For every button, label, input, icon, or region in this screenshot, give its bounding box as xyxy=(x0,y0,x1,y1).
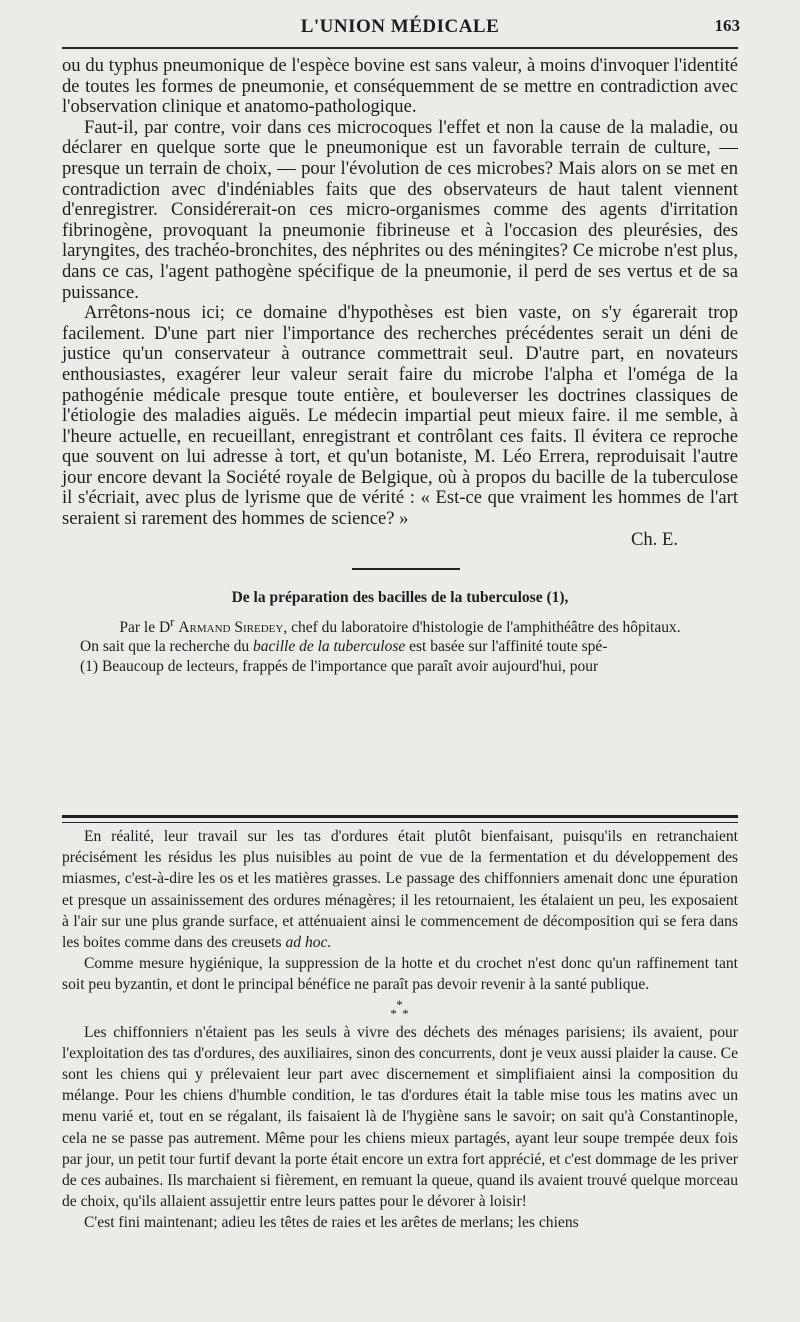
section-separator xyxy=(62,550,738,586)
main-paragraph-3: Arrêtons-nous ici; ce domaine d'hypothèses est bien vaste, on s'y égarerait trop facilement. D'une part nier l'importance des recherches précédentes serait un déni de justice qu'un conservateur à outrance commettrait seul. D'autre part, en novateurs enthousiastes, exagérer leur valeur serait faire du microbe l'alpha et l'oméga de la pathogénie médicale presque toute entière, et bouleverser les doctrines classiques de l'étiologie des maladies aiguës. Le médecin impartial peut mieux faire. il me semble, à l'heure actuelle, en recueillant, enregistrant et contrôlant ces faits. Il évitera ce reproche que souvent on lui adresse à tort, et qu'un botaniste, M. Léo Errera, reproduisait l'autre jour encore devant la Société royale de Belgique, où à propos du bacille de la tuberculose il s'écriait, avec plus de lyrisme que de vérité : « Est-ce que vraiment les hommes de l'art seraient si rarement des hommes de science? » xyxy=(62,302,738,530)
article-footnote: (1) Beaucoup de lecteurs, frappés de l'importance que paraît avoir aujourd'hui, pour xyxy=(80,658,599,676)
feuilleton-paragraph-1 xyxy=(62,826,738,953)
feuilleton-paragraph-1-emphasis: ad hoc. xyxy=(285,934,332,952)
article-lead xyxy=(62,637,738,657)
byline-prefix: Par le D xyxy=(119,619,171,637)
header-rule xyxy=(62,47,738,49)
main-paragraph-2: Faut-il, par contre, voir dans ces microcoques l'effet et non la cause de la maladie, ou déclarer en quelque sorte que le pneumonique est un favorable terrain de culture, — presque un terrain de choix, — pour l'évolution de ces microbes? Mais alors on se met en contradiction avec d'indéniables faits que des observateurs de haut talent viennent d'enregistrer. Considérerait-on ces micro-organismes comme des agents d'irritation fibrinogène, provoquant la pneumonie fibrineuse et à l'occasion des pleurésies, des laryngites, des trachéo-bronchites, des néphrites ou des méningites? Ce microbe n'est plus, dans ce cas, l'agent pathogène spécifique de la pneumonie, il perd de ses vertus et de sa puissance. xyxy=(62,116,738,303)
separator-rule xyxy=(352,568,460,570)
lead-emphasis: bacille de la tuberculose xyxy=(253,638,406,656)
feuilleton-double-rule xyxy=(62,815,738,823)
byline-author: Armand Siredey xyxy=(178,619,284,637)
main-paragraph-1: ou du typhus pneumonique de l'espèce bovine est sans valeur, à moins d'invoquer l'identité de toutes les formes de pneumonie, et conséquemment de se mettre en contradiction avec l'observation clinique et anatomo-pathologique. xyxy=(62,55,738,118)
feuilleton-paragraph-2: Comme mesure hygiénique, la suppression de la hotte et du crochet n'est donc qu'un raffinement tant soit peu byzantin, et dont le principal bénéfice ne paraît pas devoir revenir à la santé publique. xyxy=(62,955,738,994)
byline-superscript: r xyxy=(170,614,175,630)
running-title: L'UNION MÉDICALE xyxy=(300,16,500,37)
feuilleton-paragraph-4: C'est fini maintenant; adieu les têtes de raies et les arêtes de merlans; les chiens xyxy=(84,1214,579,1232)
byline-affiliation: , chef du laboratoire d'histologie de l'amphithéâtre des hôpitaux. xyxy=(283,619,681,637)
page-number: 163 xyxy=(714,16,740,35)
article-title: De la préparation des bacilles de la tuberculose (1), xyxy=(231,589,569,607)
feuilleton-paragraph-1-text: En réalité, leur travail sur les tas d'ordures était plutôt bienfaisant, puisqu'ils en retranchaient précisément les résidus les plus nuisibles au point de vue de la fermentation et du développement des miasmes, c'est-à-dire les os et les matières grasses. Le passage des chiffonniers amenait donc une épuration et presque un assainissement des ordures ménagères; il les retournaient, les étalaient un peu, les exposaient à l'air sur une plus grande surface, et atténuaient ainsi le commencement de décomposition qui se fera dans les boites comme dans des creusets xyxy=(62,828,738,952)
lead-start: On sait que la recherche du xyxy=(80,638,254,656)
author-signature: Ch. E. xyxy=(630,528,678,550)
main-article-column xyxy=(62,56,738,677)
page-header xyxy=(60,16,740,40)
lead-end: est basée sur l'affinité toute spé- xyxy=(405,638,608,656)
article-byline xyxy=(62,612,738,637)
asterism: * * * xyxy=(390,996,410,1021)
feuilleton-paragraph-3: Les chiffonniers n'étaient pas les seuls à vivre des déchets des ménages parisiens; ils avaient, pour l'exploitation des tas d'ordures, des auxiliaires, sinon des concurrents, dont je veux aussi plaider la cause. Ce sont les chiens qui y prélevaient leur part avec discernement et simplifiaient ainsi la composition du mélange. Pour les chiens d'humble condition, le tas d'ordures était la table mise tous les matins avec un menu varié et, tout en se régalant, ils faisaient là de l'hygiène sans le savoir; on sait qu'à Constantinople, cela ne se passe pas autrement. Même pour les chiens mieux partagés, ayant leur soupe trempée deux fois par jour, un petit tour furtif devant la porte était encore un extra fort apprécié, et c'est dommage de les priver de ces aubaines. Ils marchaient si fièrement, en remuant la queue, quand ils avaient trouvé quelque morceau de choix, qu'ils allaient assujettir entre leurs pattes pour le dévorer à loisir! xyxy=(62,1023,738,1211)
feuilleton-column xyxy=(62,826,738,1234)
